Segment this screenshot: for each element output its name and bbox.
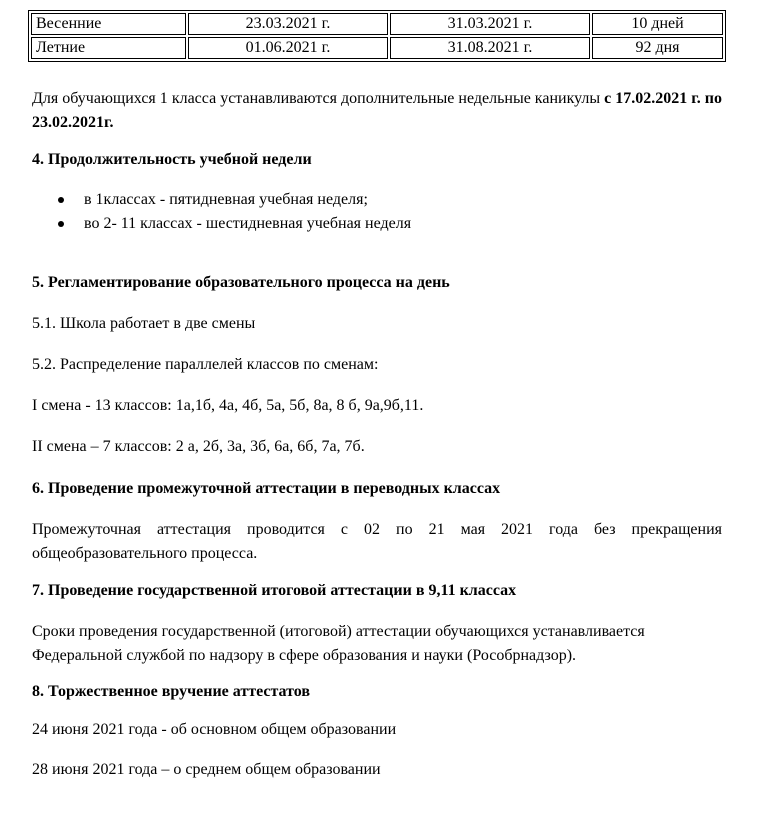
bullet-icon xyxy=(58,197,64,203)
section7-line1: Сроки проведения государственной (итоговой) аттестации обучающихся устанавливается xyxy=(32,623,645,640)
table-cell: 31.08.2021 г. xyxy=(390,37,590,59)
section7-heading: 7. Проведение государственной итоговой аттестации в 9,11 классах xyxy=(32,582,517,599)
list-item xyxy=(32,212,722,236)
section8-line1: 24 июня 2021 года - об основном общем образовании xyxy=(32,721,397,738)
vacation-table xyxy=(28,10,726,62)
list-item-text: во 2- 11 классах - шестидневная учебная неделя xyxy=(84,215,412,232)
table-cell: 23.03.2021 г. xyxy=(188,13,388,35)
list-item xyxy=(32,188,722,212)
extra-holidays-dates: 17.02.2021 г. по 23.02.2021г. xyxy=(32,90,722,131)
section7-line2: Федеральной службой по надзору в сфере образования и науки (Рособрнадзор). xyxy=(32,647,577,664)
extra-holidays-paragraph xyxy=(32,87,722,135)
shift2-line xyxy=(32,435,722,459)
table-row xyxy=(31,37,723,59)
week-length-list xyxy=(32,188,722,236)
table-cell: Летние xyxy=(31,37,186,59)
section5-p1: 5.1. Школа работает в две смены xyxy=(32,315,256,332)
list-item-text: в 1классах - пятидневная учебная неделя; xyxy=(84,191,368,208)
section6-heading: 6. Проведение промежуточной аттестации в переводных классах xyxy=(32,480,501,497)
section4-heading: 4. Продолжительность учебной недели xyxy=(32,151,312,168)
table-row xyxy=(31,13,723,35)
section6-text: Промежуточная аттестация проводится с 02 по 21 мая 2021 года без прекращения общеобразовательного процесса. xyxy=(32,521,722,562)
table-cell: 92 дня xyxy=(592,37,723,59)
table-cell: 31.03.2021 г. xyxy=(390,13,590,35)
table-cell: 01.06.2021 г. xyxy=(188,37,388,59)
shift2-classes: 2 а, 2б, 3а, 3б, 6а, 6б, 7а, 7б. xyxy=(175,438,365,455)
section8-heading: 8. Торжественное вручение аттестатов xyxy=(32,683,311,700)
shift2-label: II смена – 7 классов: xyxy=(32,438,172,455)
extra-holidays-text: Для обучающихся 1 класса устанавливаются дополнительные недельные каникулы xyxy=(32,90,601,107)
table-cell: 10 дней xyxy=(592,13,723,35)
extra-holidays-bold-start: с xyxy=(604,90,612,107)
section5-heading: 5. Регламентирование образовательного процесса на день xyxy=(32,274,450,291)
shift1-label: I смена - 13 классов: xyxy=(32,397,172,414)
shift1-line xyxy=(32,394,722,418)
section8-line2: 28 июня 2021 года – о среднем общем образовании xyxy=(32,761,381,778)
shift1-classes: 1а,1б, 4а, 4б, 5а, 5б, 8а, 8 б, 9а,9б,11. xyxy=(175,397,424,414)
section5-p2: 5.2. Распределение параллелей классов по сменам: xyxy=(32,356,379,373)
table-cell: Весенние xyxy=(31,13,186,35)
bullet-icon xyxy=(58,221,64,227)
